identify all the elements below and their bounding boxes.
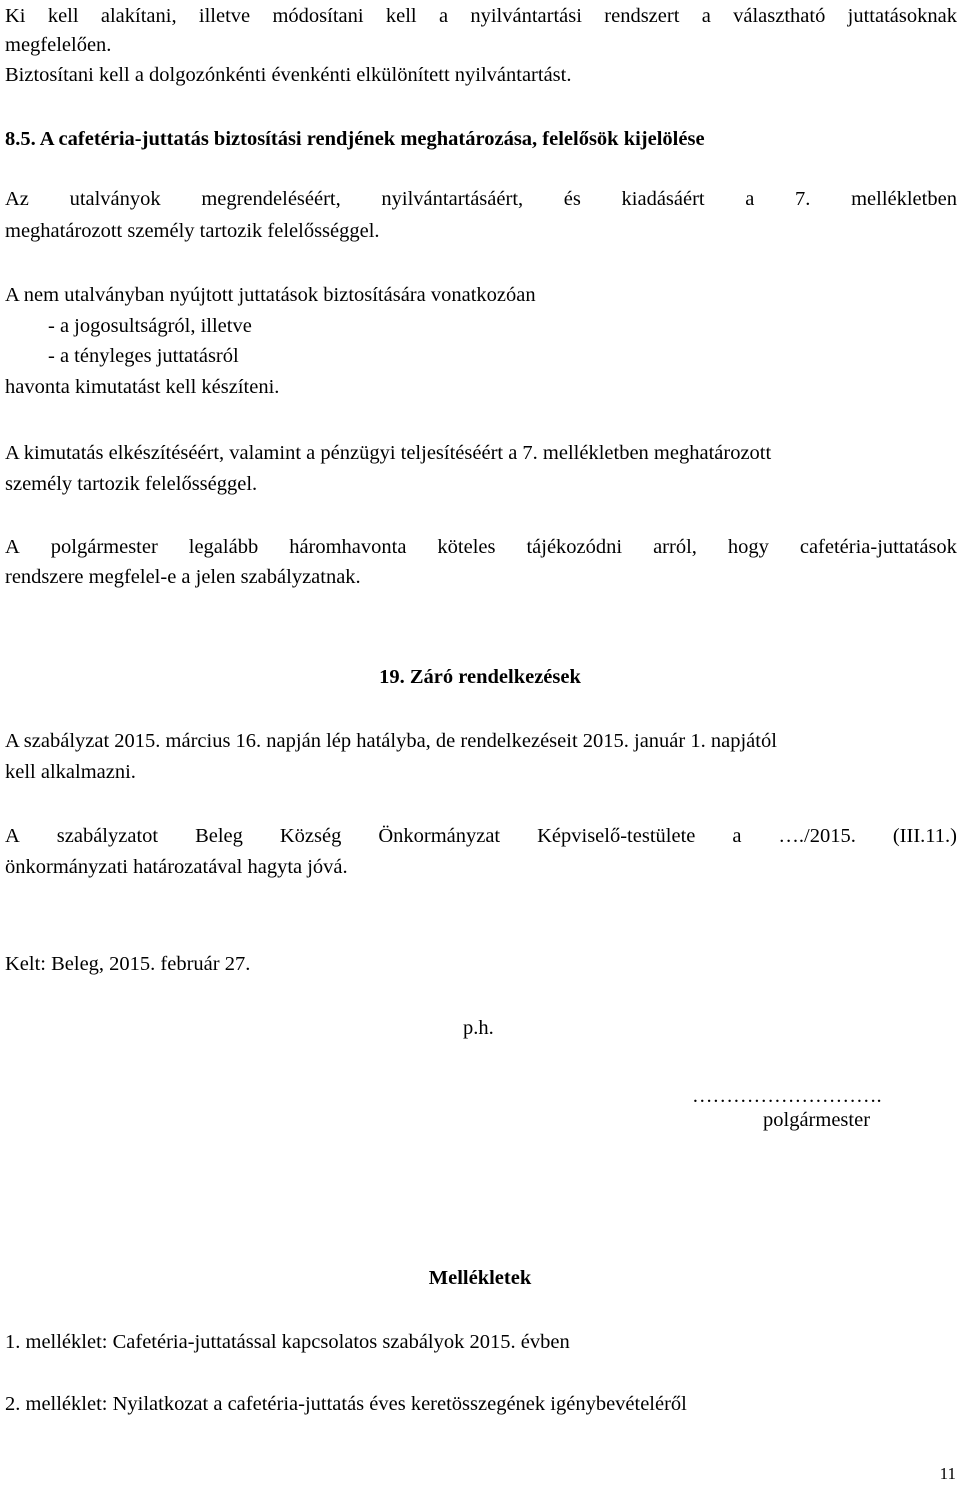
word: tájékozódni [526, 536, 623, 558]
word: utalványok [69, 188, 161, 210]
word: A [5, 536, 20, 558]
paragraph-line: személy tartozik felelősséggel. [5, 473, 258, 495]
word: mellékletben [851, 188, 957, 210]
paragraph-line: rendszere megfelel-e a jelen szabályzatnak. [5, 566, 361, 588]
word: illetve [198, 5, 251, 27]
word: a [701, 5, 711, 27]
word: kiadásáért [621, 188, 705, 210]
word: a [438, 5, 449, 27]
word: a [745, 188, 755, 210]
word: cafetéria-juttatások [799, 536, 957, 558]
paragraph-line: havonta kimutatást kell készíteni. [5, 376, 280, 398]
word: kell [47, 5, 79, 27]
paragraph-line [5, 4, 957, 28]
word: Beleg [195, 825, 243, 847]
section-title: Záró rendelkezések [409, 666, 581, 688]
paragraph-line: kell alkalmazni. [5, 761, 136, 783]
paragraph-line: önkormányzati határozatával hagyta jóvá. [5, 856, 348, 878]
section-title: A cafetéria-juttatás biztosítási rendjének meghatározása, felelősök kijelölése [39, 128, 705, 150]
paragraph-justified-line [5, 824, 957, 848]
word: a [732, 825, 742, 847]
paragraph-line [5, 535, 957, 559]
annex-item: 1. melléklet: Cafetéria-juttatással kapcsolatos szabályok 2015. évben [5, 1331, 570, 1353]
word: választható [733, 5, 826, 27]
word: Az [5, 188, 29, 210]
word: kell [385, 5, 417, 27]
word: polgármester [50, 536, 158, 558]
paragraph-line: A nem utalványban nyújtott juttatások biztosítására vonatkozóan [5, 284, 536, 306]
signature-line: ………………………. [692, 1085, 882, 1107]
word: 7. [795, 188, 811, 210]
paragraph-justified-line [5, 187, 957, 211]
word: A [5, 825, 20, 847]
place-date: Kelt: Beleg, 2015. február 27. [5, 953, 251, 975]
word: hogy [727, 536, 769, 558]
word: nyilvántartásáért, [381, 188, 524, 210]
list-item: - a tényleges juttatásról [48, 345, 239, 367]
word: alakítani, [100, 5, 177, 27]
word: szabályzatot [56, 825, 159, 847]
word: és [563, 188, 581, 210]
section-heading-8-5 [5, 127, 705, 151]
word: Község [279, 825, 342, 847]
word: Ki [5, 5, 26, 27]
annex-item: 2. melléklet: Nyilatkozat a cafetéria-juttatás éves keretösszegének igénybevételéről [5, 1393, 687, 1415]
word: Önkormányzat [378, 825, 501, 847]
word: köteles [437, 536, 496, 558]
word: rendszert [604, 5, 680, 27]
paragraph-line: Biztosítani kell a dolgozónkénti évenkénti elkülönített nyilvántartást. [5, 64, 572, 86]
word: megrendeléséért, [201, 188, 341, 210]
paragraph-line: A szabályzat 2015. március 16. napján lép hatályba, de rendelkezéseit 2015. január 1. napjától [5, 730, 777, 752]
paragraph-line: megfelelően. [5, 34, 112, 56]
page-number: 11 [939, 1464, 956, 1483]
section-heading-19 [0, 665, 960, 689]
word: nyilvántartási [470, 5, 582, 27]
stamp-placeholder: p.h. [463, 1017, 494, 1039]
section-number: 19. [379, 666, 405, 688]
list-item: - a jogosultságról, illetve [48, 315, 252, 337]
paragraph-line: meghatározott személy tartozik felelősséggel. [5, 220, 380, 242]
word: …./2015. [778, 825, 856, 847]
section-number: 8.5. [5, 128, 36, 150]
word: módosítani [272, 5, 364, 27]
word: legalább [188, 536, 259, 558]
signature-role: polgármester [763, 1109, 871, 1131]
word: háromhavonta [289, 536, 407, 558]
word: Képviselő-testülete [537, 825, 696, 847]
word: (III.11.) [892, 825, 957, 847]
paragraph-line: A kimutatás elkészítéséért, valamint a pénzügyi teljesítéséért a 7. mellékletben meghatározott [5, 442, 772, 464]
annexes-heading: Mellékletek [428, 1267, 532, 1289]
word: arról, [653, 536, 697, 558]
word: juttatásoknak [847, 5, 957, 27]
